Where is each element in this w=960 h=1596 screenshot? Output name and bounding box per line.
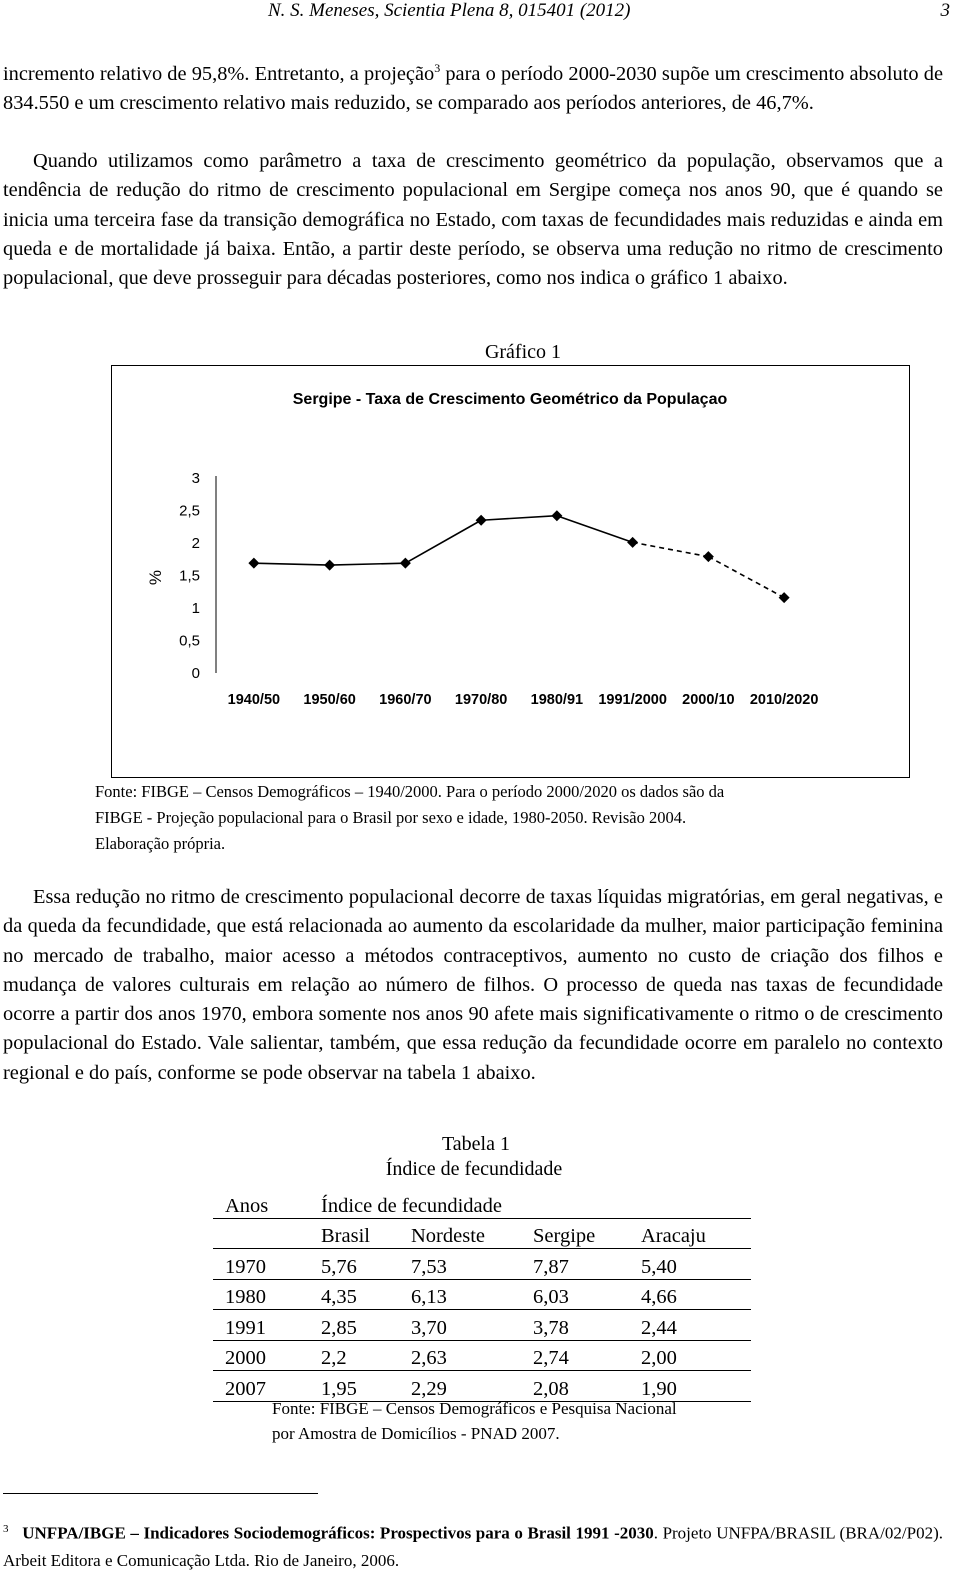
series-line-segment [481, 516, 557, 521]
chart-title: Sergipe - Taxa de Crescimento Geométrico da Populaçao [292, 391, 728, 408]
x-tick-label: 1950/60 [303, 692, 356, 708]
y-tick-label: 0,5 [179, 632, 200, 650]
subheader-empty [213, 1218, 311, 1249]
x-tick-label: 1970/80 [454, 692, 508, 708]
data-point-marker [627, 537, 638, 548]
cell-nordeste: 6,13 [411, 1279, 533, 1310]
cell-nordeste: 7,53 [411, 1249, 533, 1280]
chart-svg [112, 366, 908, 776]
figure-caption: Gráfico 1 [484, 341, 562, 363]
data-point-marker [551, 510, 562, 521]
cell-brasil: 5,76 [311, 1249, 411, 1280]
data-point-marker [703, 551, 714, 562]
cell-sergipe: 2,08 [533, 1371, 641, 1402]
table-row [213, 1340, 751, 1371]
cell-brasil: 2,85 [311, 1310, 411, 1341]
running-header [0, 0, 950, 24]
cell-nordeste: 3,70 [411, 1310, 533, 1341]
data-point-marker [248, 558, 259, 569]
cell-sergipe: 3,78 [533, 1310, 641, 1341]
page-number: 3 [940, 0, 950, 21]
figure-source-3: Elaboração própria. [95, 834, 226, 853]
x-tick-label: 1960/70 [379, 692, 432, 708]
data-point-marker [476, 515, 487, 526]
row-year: 1980 [213, 1279, 311, 1310]
chart-frame [111, 365, 910, 778]
cell-sergipe: 6,03 [533, 1279, 641, 1310]
intro-text-a: incremento relativo de 95,8%. Entretanto, a projeção [3, 63, 435, 85]
table-row [213, 1279, 751, 1310]
table-row [213, 1249, 751, 1280]
running-title: N. S. Meneses, Scientia Plena 8, 015401 (2012) [268, 0, 631, 21]
data-point-marker [324, 560, 335, 571]
header-anos: Anos [213, 1188, 311, 1218]
y-tick-label: 1 [191, 600, 200, 617]
footnote-rest: . Projeto UNFPA/BRASIL (BRA/02/P02). Arbeit Editora e Comunicação Ltda. Rio de Janeiro, 2006. [3, 1523, 943, 1570]
series-line-segment [254, 563, 330, 565]
projected-line-segment [633, 542, 709, 556]
subheader-brasil: Brasil [311, 1218, 411, 1249]
intro-paragraph [3, 60, 943, 119]
table-source-2: por Amostra de Domicílios - PNAD 2007. [272, 1424, 560, 1443]
cell-brasil: 4,35 [311, 1279, 411, 1310]
table-header-row [213, 1188, 751, 1218]
cell-aracaju: 2,00 [641, 1340, 751, 1371]
cell-aracaju: 1,90 [641, 1371, 751, 1402]
y-tick-label: 0 [191, 665, 200, 682]
data-point-marker [779, 592, 790, 603]
header-group: Índice de fecundidade [311, 1188, 751, 1218]
paragraph-fertility: Essa redução no ritmo de crescimento populacional decorre de taxas líquidas migratórias, em geral negativas, e da queda da fecundidade, que está relacionada ao aumento da escolaridade da mulher, maior participação feminina no mercado de trabalho, maior acesso a métodos contraceptivos, aumento no custo de criação dos filhos e mudança de valores culturais em relação ao número de filhos. O processo de queda nas taxas de fecundidade ocorre a partir dos anos 1970, embora somente nos anos 90 afete mais significativamente o ritmo o de crescimento populacional do Estado. Vale salientar, também, que essa redução da fecundidade ocorre em paralelo no contexto regional e do país, conforme se pode observar na tabela 1 abaixo. [3, 886, 943, 1084]
table-subheader-row [213, 1218, 751, 1249]
intro-text-b: para o período 2000-2030 supõe um crescimento absoluto de 834.550 e um crescimento relativo mais reduzido, se comparado aos períodos anteriores, de 46,7%. [3, 63, 943, 115]
figure-source-2: FIBGE - Projeção populacional para o Brasil por sexo e idade, 1980-2050. Revisão 2004. [95, 808, 687, 827]
cell-aracaju: 4,66 [641, 1279, 751, 1310]
x-tick-label: 2000/10 [682, 692, 735, 708]
footnote-title: UNFPA/IBGE – Indicadores Sociodemográficos: Prospectivos para o Brasil 1991 -2030 [22, 1523, 654, 1543]
paragraph-growth: Quando utilizamos como parâmetro a taxa de crescimento geométrico da população, observamos que a tendência de redução do ritmo de crescimento populacional em Sergipe começa nos anos 90, que é quando se inicia uma terceira fase da transição demográfica no Estado, com taxas de fecundidades mais reduzidas e ainda em queda e de mortalidade já baixa. Então, a partir deste período, se observa uma redução no ritmo de crescimento populacional, que deve prosseguir para décadas posteriores, como nos indica o gráfico 1 abaixo. [3, 150, 943, 290]
x-tick-label: 1940/50 [227, 692, 281, 708]
footnote [3, 1516, 943, 1574]
row-year: 2000 [213, 1340, 311, 1371]
y-tick-label: 2,5 [179, 502, 200, 520]
table-title: Tabela 1 [441, 1133, 510, 1155]
cell-sergipe: 7,87 [533, 1249, 641, 1280]
cell-brasil: 1,95 [311, 1371, 411, 1402]
cell-nordeste: 2,63 [411, 1340, 533, 1371]
y-tick-label: 2 [191, 535, 200, 552]
table-subtitle: Índice de fecundidade [385, 1158, 563, 1180]
table-row [213, 1310, 751, 1341]
subheader-nordeste: Nordeste [411, 1218, 533, 1249]
x-tick-label: 1980/91 [530, 692, 584, 708]
y-axis-label: % [146, 569, 165, 586]
cell-sergipe: 2,74 [533, 1340, 641, 1371]
footnote-divider [3, 1493, 318, 1494]
series-line-segment [330, 563, 406, 565]
projected-line-segment [708, 557, 784, 598]
fertility-table [213, 1188, 751, 1402]
y-tick-label: 1,5 [179, 567, 200, 585]
x-tick-label: 1991/2000 [598, 692, 667, 708]
y-tick-label: 3 [191, 470, 200, 487]
footnote-reference: 3 [434, 61, 441, 76]
table-source-1: Fonte: FIBGE – Censos Demográficos e Pesquisa Nacional [272, 1399, 677, 1418]
subheader-aracaju: Aracaju [641, 1218, 751, 1249]
subheader-sergipe: Sergipe [533, 1218, 641, 1249]
series-line-segment [557, 516, 633, 543]
row-year: 1970 [213, 1249, 311, 1280]
data-point-marker [400, 558, 411, 569]
row-year: 2007 [213, 1371, 311, 1402]
cell-brasil: 2,2 [311, 1340, 411, 1371]
series-line-segment [405, 520, 481, 563]
cell-nordeste: 2,29 [411, 1371, 533, 1402]
row-year: 1991 [213, 1310, 311, 1341]
cell-aracaju: 5,40 [641, 1249, 751, 1280]
cell-aracaju: 2,44 [641, 1310, 751, 1341]
figure-source-1: Fonte: FIBGE – Censos Demográficos – 1940/2000. Para o período 2000/2020 os dados são da [95, 782, 725, 801]
x-tick-label: 2010/2020 [749, 692, 819, 708]
footnote-marker: 3 [3, 1523, 9, 1535]
